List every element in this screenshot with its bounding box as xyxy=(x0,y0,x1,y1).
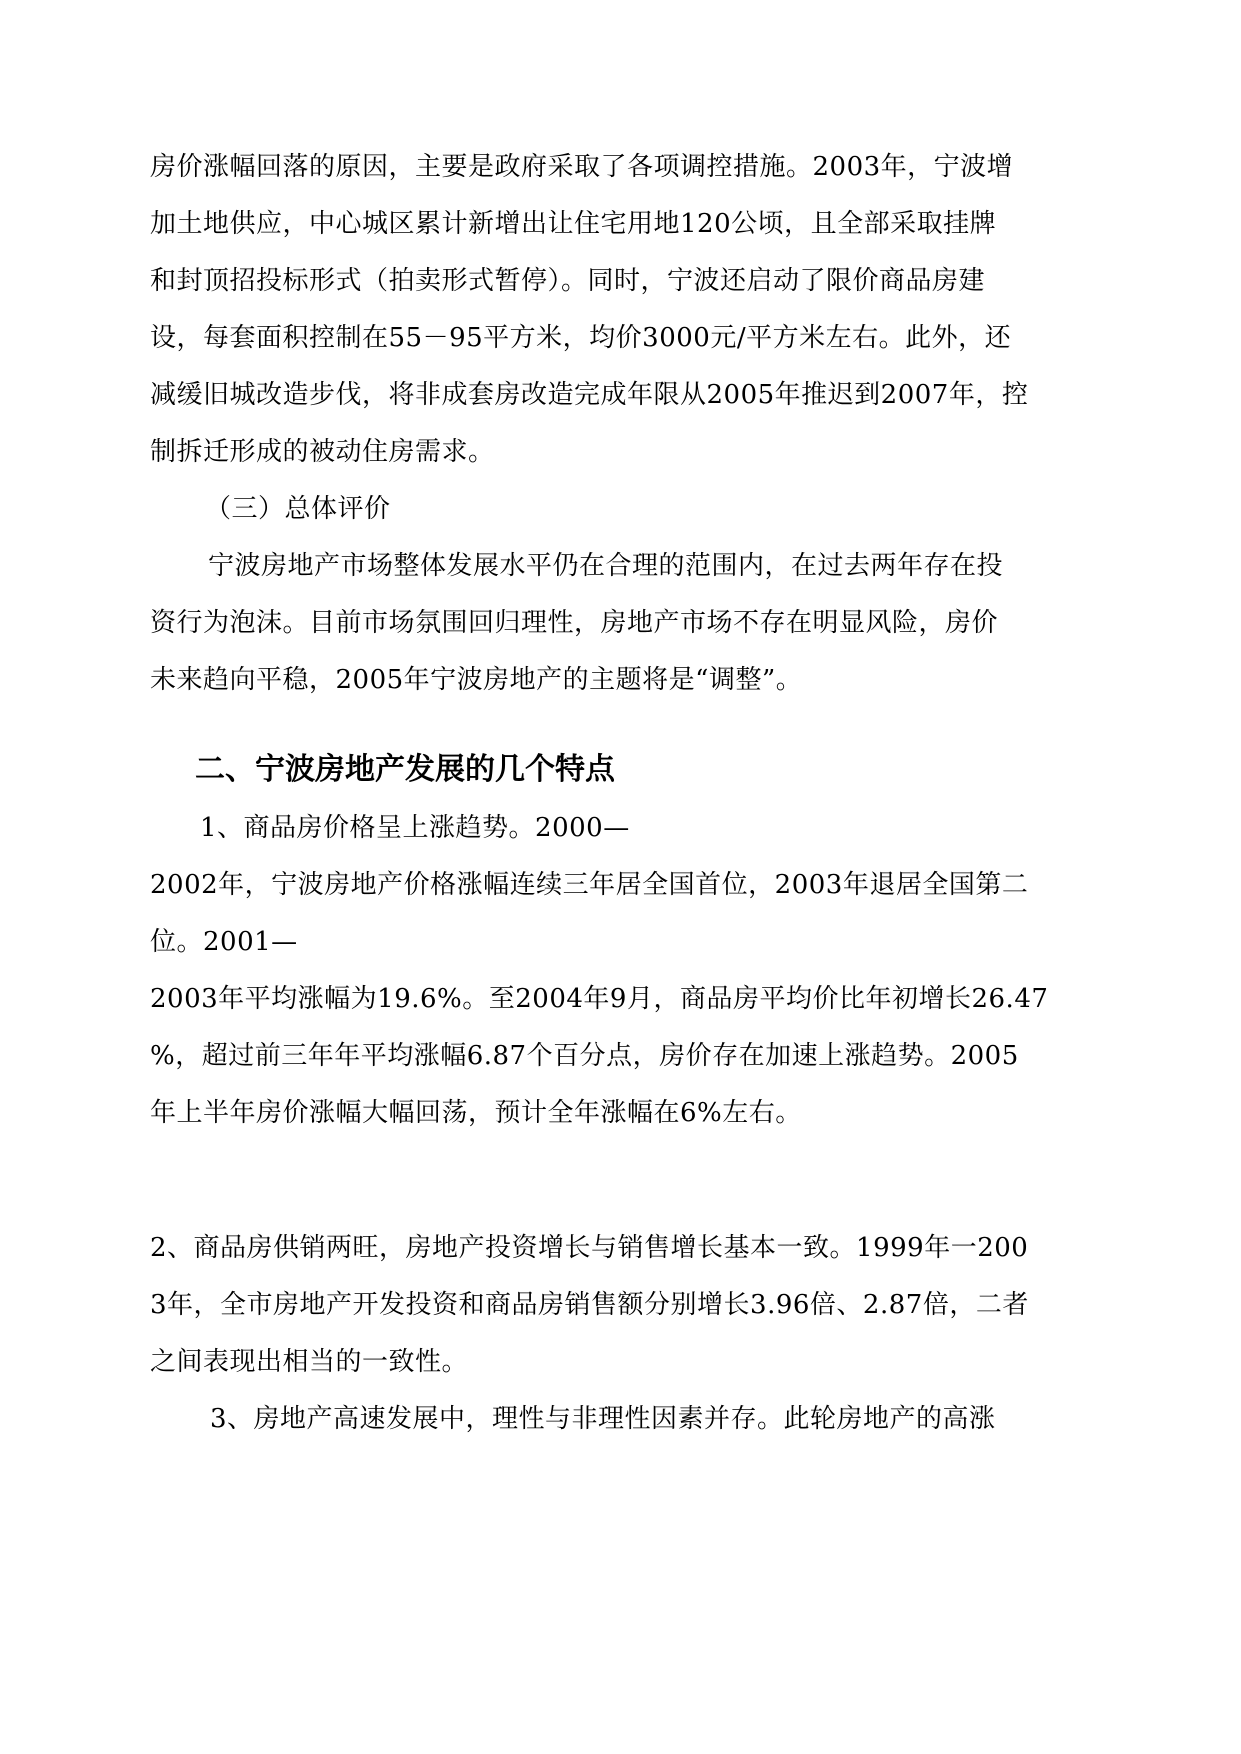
text-line: 2002年，宁波房地产价格涨幅连续三年居全国首位，2003年退居全国第二 xyxy=(150,870,1029,900)
text-line: 制拆迁形成的被动住房需求。 xyxy=(150,437,495,467)
text-line: 房价涨幅回落的原因，主要是政府采取了各项调控措施。2003年，宁波增 xyxy=(150,152,1014,182)
text-line: 3、房地产高速发展中，理性与非理性因素并存。此轮房地产的高涨 xyxy=(210,1404,996,1434)
text-line: 资行为泡沫。目前市场氛围回归理性，房地产市场不存在明显风险，房价 xyxy=(150,608,999,638)
text-line: 宁波房地产市场整体发展水平仍在合理的范围内，在过去两年存在投 xyxy=(208,551,1004,581)
text-line: 2、商品房供销两旺，房地产投资增长与销售增长基本一致。1999年一200 xyxy=(150,1233,1029,1263)
text-line: 位。2001— xyxy=(150,927,298,957)
text-line: %，超过前三年年平均涨幅6.87个百分点，房价存在加速上涨趋势。2005 xyxy=(150,1041,1019,1071)
text-line: 2003年平均涨幅为19.6%。至2004年9月，商品房平均价比年初增长26.47 xyxy=(150,984,1049,1014)
text-line: 减缓旧城改造步伐，将非成套房改造完成年限从2005年推迟到2007年，控 xyxy=(150,380,1029,410)
text-line: 3年，全市房地产开发投资和商品房销售额分别增长3.96倍、2.87倍，二者 xyxy=(150,1290,1029,1320)
text-line: 加土地供应，中心城区累计新增出让住宅用地120公顷，且全部采取挂牌 xyxy=(150,209,997,239)
text-line: 1、商品房价格呈上涨趋势。2000— xyxy=(200,813,630,843)
text-line: 年上半年房价涨幅大幅回荡，预计全年涨幅在6%左右。 xyxy=(150,1098,802,1128)
section-heading: 二、宁波房地产发展的几个特点 xyxy=(195,752,615,787)
text-line: 之间表现出相当的一致性。 xyxy=(150,1347,469,1377)
text-line: 和封顶招投标形式（拍卖形式暂停）。同时，宁波还启动了限价商品房建 xyxy=(150,266,986,296)
subheading-overall-evaluation: （三）总体评价 xyxy=(205,494,391,524)
text-line: 设，每套面积控制在55－95平方米，均价3000元/平方米左右。此外，还 xyxy=(150,323,1012,353)
text-line: 未来趋向平稳，2005年宁波房地产的主题将是“调整”。 xyxy=(150,665,803,695)
